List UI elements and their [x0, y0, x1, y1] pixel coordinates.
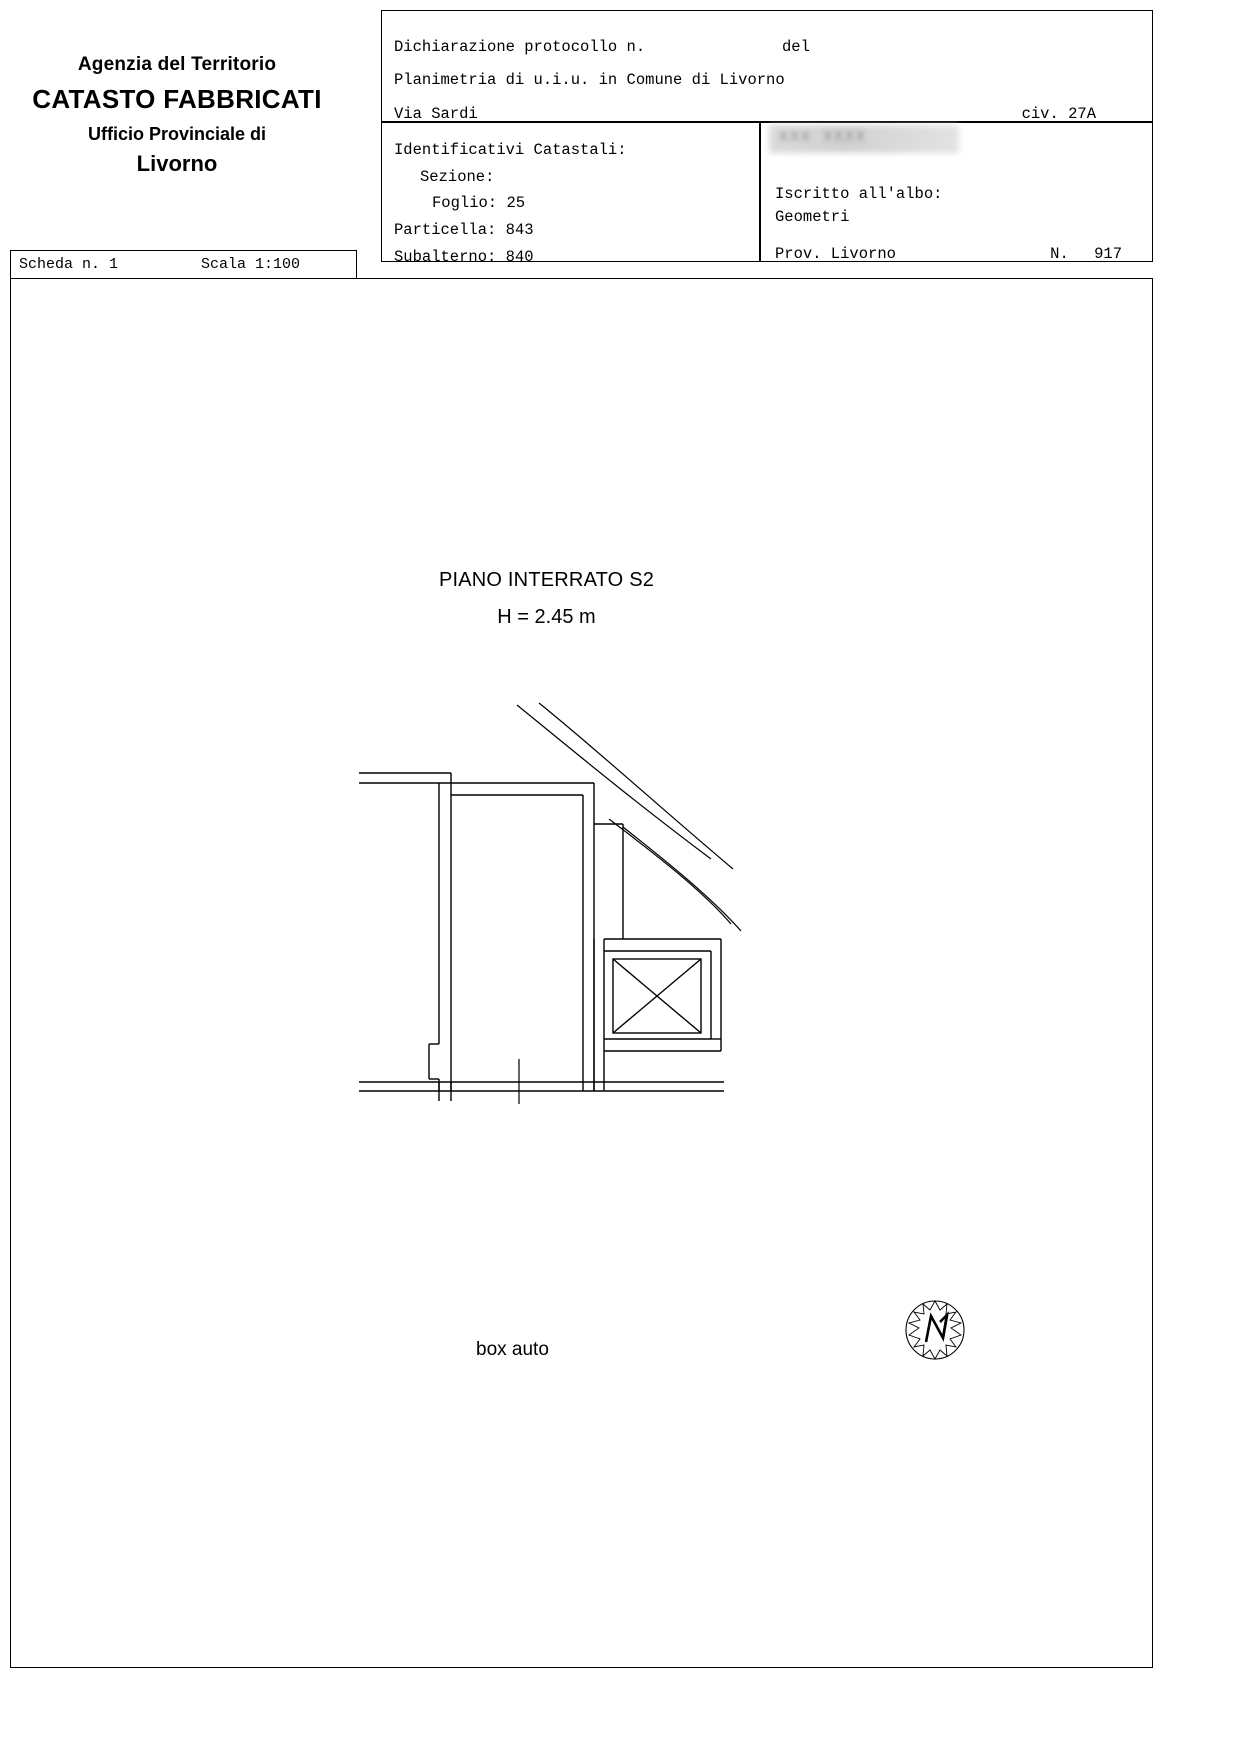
sezione-label: Sezione:	[420, 168, 495, 186]
cadastral-ids-box	[381, 122, 760, 266]
albo-number	[1050, 245, 1122, 263]
redacted-professional-name: XXX XXXX	[779, 129, 868, 146]
cadastral-ids-title: Identificativi Catastali:	[394, 141, 627, 159]
subalterno-row	[394, 248, 534, 266]
declaration-date-label: del	[782, 38, 810, 56]
catasto-title: CATASTO FABBRICATI	[32, 83, 322, 114]
albo-category: Geometri	[775, 208, 850, 226]
address-line: Via Sardi	[394, 105, 478, 123]
particella-row	[394, 221, 534, 239]
scheda-box	[10, 250, 357, 279]
particella-label: Particella:	[394, 221, 497, 239]
civic-number: civ. 27A	[1021, 105, 1096, 123]
north-arrow-icon	[899, 1294, 971, 1366]
professional-box	[760, 122, 1153, 262]
particella-value: 843	[505, 221, 534, 239]
foglio-label: Foglio:	[432, 194, 498, 212]
scale-label: Scala 1:100	[201, 256, 301, 273]
floor-height: H = 2.45 m	[497, 606, 596, 628]
office-label: Ufficio Provinciale di	[87, 123, 267, 144]
albo-provincia: Prov. Livorno	[775, 245, 896, 263]
foglio-row	[394, 194, 525, 212]
declaration-protocol-label: Dichiarazione protocollo n.	[394, 38, 646, 56]
subalterno-label: Subalterno:	[394, 248, 497, 266]
albo-number-value: 917	[1094, 245, 1122, 263]
agency-name: Agenzia del Territorio	[77, 54, 277, 75]
agency-header	[12, 52, 342, 179]
floor-plan-drawing	[11, 279, 1154, 1669]
floor-label: PIANO INTERRATO S2	[438, 569, 655, 591]
scheda-number: Scheda n. 1	[19, 256, 119, 273]
drawing-frame	[10, 278, 1153, 1668]
albo-label: Iscritto all'albo:	[775, 185, 943, 203]
subalterno-value: 840	[505, 248, 534, 266]
foglio-value: 25	[506, 194, 526, 212]
protocol-box	[381, 10, 1153, 122]
planimetry-line: Planimetria di u.i.u. in Comune di Livorno	[394, 71, 785, 89]
office-city: Livorno	[136, 151, 218, 177]
albo-number-label: N.	[1050, 245, 1069, 263]
room-label: box auto	[476, 1339, 549, 1360]
